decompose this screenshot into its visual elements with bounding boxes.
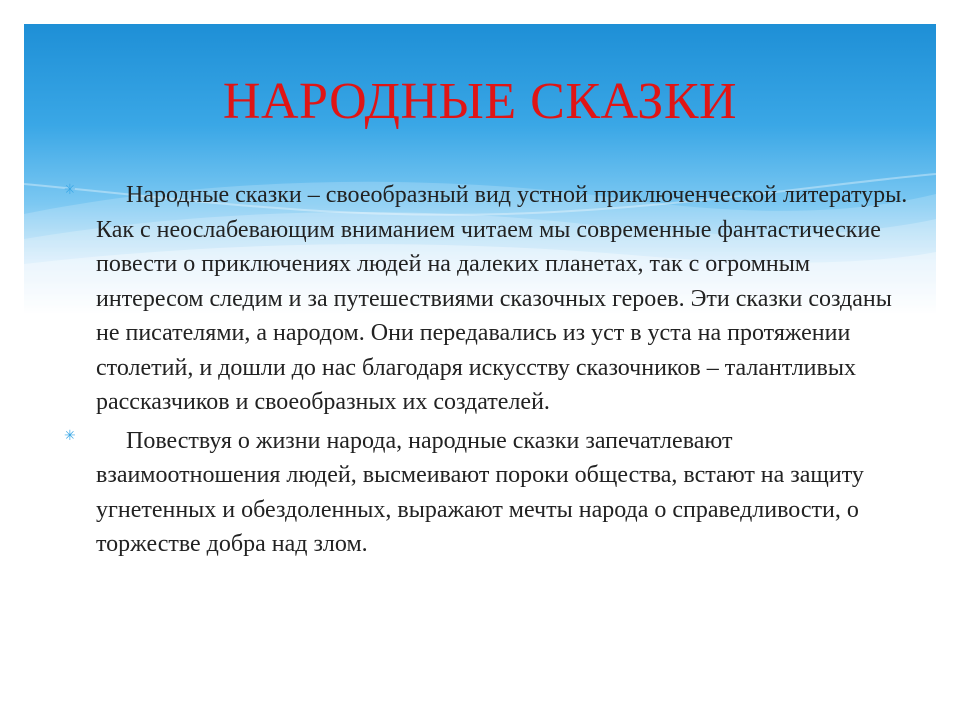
asterisk-bullet-icon: ✳: [64, 427, 76, 444]
bullet-text: Повествуя о жизни народа, народные сказки запечатлевают взаимоотношения людей, высмеивают пороки общества, встают на защиту угнетенных и обездоленных, выражают мечты народа о справедливости, о торжестве добра над злом.: [96, 427, 864, 557]
slide-body: [64, 178, 910, 566]
bullet-item: [64, 178, 910, 420]
bullet-text: Народные сказки – своеобразный вид устной приключенческой литературы. Как с неослабевающим вниманием читаем мы современные фантастические повести о приключениях людей на далеких планетах, так с огромным интересом следим и за путешествиями сказочных героев. Эти сказки созданы не писателями, а народом. Они передавались из уст в уста на протяжении столетий, и дошли до нас благодаря искусству сказочников – талантливых рассказчиков и своеобразных их создателей.: [96, 182, 908, 415]
asterisk-bullet-icon: ✳: [64, 182, 76, 198]
bullet-item: [64, 424, 910, 562]
slide-title: НАРОДНЫЕ СКАЗКИ: [222, 73, 738, 130]
